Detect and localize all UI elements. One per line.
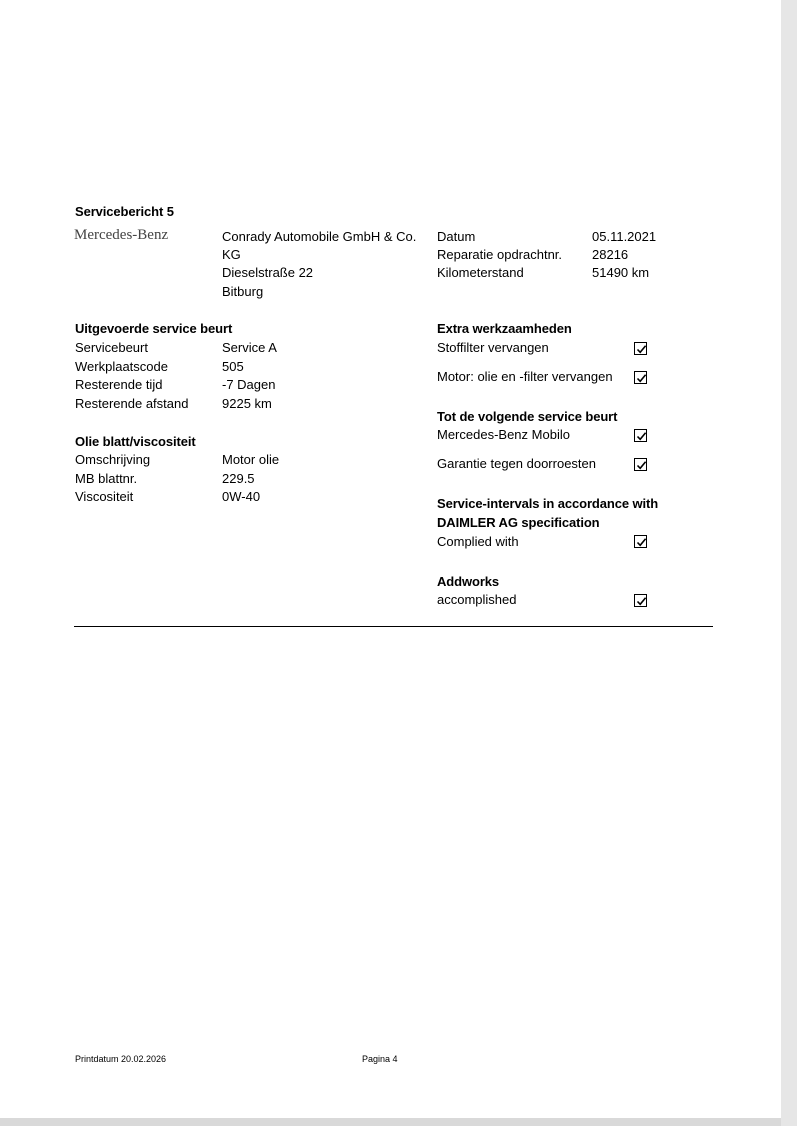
footer-printdate: Printdatum 20.02.2026 — [75, 1054, 167, 1064]
oil-heading: Olie blatt/viscositeit — [75, 434, 196, 449]
service-label: Resterende tijd — [75, 377, 163, 392]
dealer-city: Bitburg — [222, 284, 264, 299]
intervals-item-label: Complied with — [437, 534, 519, 549]
checkbox-checked-icon — [634, 371, 647, 384]
oil-label: Viscositeit — [75, 489, 134, 504]
footer-page-number: Pagina 4 — [362, 1054, 398, 1064]
dealer-street: Dieselstraße 22 — [222, 265, 314, 280]
extra-item-label: Stoffilter vervangen — [437, 340, 549, 355]
meta-label-order: Reparatie opdrachtnr. — [437, 247, 563, 262]
oil-value: 229.5 — [222, 471, 255, 486]
oil-label: MB blattnr. — [75, 471, 138, 486]
checkbox-checked-icon — [634, 342, 647, 355]
service-label: Servicebeurt — [75, 340, 148, 355]
next-item-label: Mercedes-Benz Mobilo — [437, 427, 570, 442]
service-value: -7 Dagen — [222, 377, 276, 392]
meta-label-date: Datum — [437, 229, 476, 244]
meta-value-date: 05.11.2021 — [592, 229, 657, 244]
service-value: Service A — [222, 340, 277, 355]
oil-value: 0W-40 — [222, 489, 261, 504]
checkbox-checked-icon — [634, 429, 647, 442]
checkbox-checked-icon — [634, 594, 647, 607]
addworks-item-label: accomplished — [437, 592, 517, 607]
report-title: Servicebericht 5 — [75, 204, 174, 219]
addworks-heading: Addworks — [437, 574, 500, 589]
checkbox-checked-icon — [634, 458, 647, 471]
meta-value-order: 28216 — [592, 247, 629, 262]
service-label: Werkplaatscode — [75, 359, 168, 374]
service-heading: Uitgevoerde service beurt — [75, 321, 233, 336]
next-item-label: Garantie tegen doorroesten — [437, 456, 596, 471]
dealer-name-line2: KG — [222, 247, 241, 262]
dealer-name-line1: Conrady Automobile GmbH & Co. — [222, 229, 417, 244]
extra-item-label: Motor: olie en -filter vervangen — [437, 369, 613, 384]
brand-wordmark: Mercedes-Benz — [74, 227, 169, 243]
service-value: 9225 km — [222, 396, 272, 411]
checkbox-checked-icon — [634, 535, 647, 548]
intervals-heading-line1: Service-intervals in accordance with — [437, 496, 659, 511]
service-value: 505 — [222, 359, 244, 374]
meta-label-mileage: Kilometerstand — [437, 265, 524, 280]
extra-heading: Extra werkzaamheden — [437, 321, 572, 336]
service-label: Resterende afstand — [75, 396, 189, 411]
oil-value: Motor olie — [222, 452, 280, 467]
oil-label: Omschrijving — [75, 452, 151, 467]
page-edge-shadow — [781, 0, 797, 1126]
section-divider — [74, 626, 713, 627]
next-heading: Tot de volgende service beurt — [437, 409, 618, 424]
intervals-heading-line2: DAIMLER AG specification — [437, 515, 600, 530]
meta-value-mileage: 51490 km — [592, 265, 650, 280]
